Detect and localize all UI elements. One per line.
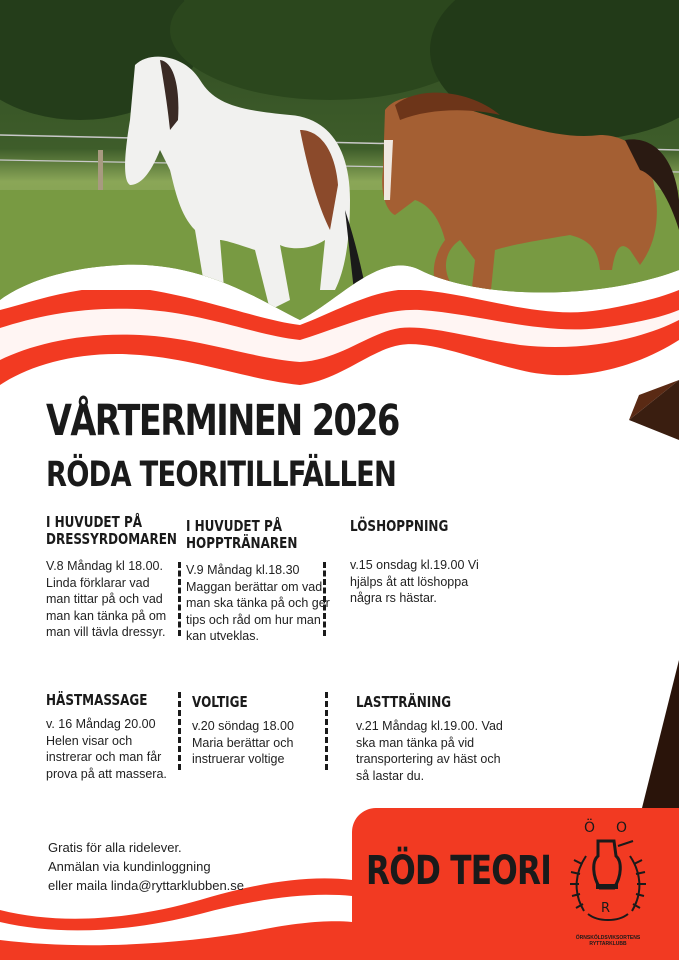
session-hastmassage [46,692,174,782]
red-swoosh-decoration [0,290,679,400]
footer-line-2: Anmälan via kundinloggning [48,859,211,874]
session-voltige [192,694,322,768]
side-decoration [599,360,679,820]
session-heading: LASTTRÄNING [356,693,452,711]
session-text: v.20 söndag 18.00 Maria berättar och instruerar voltige [192,719,294,766]
page-title: VÅRTERMINEN 2026 [46,396,399,446]
page-subtitle: RÖDA TEORITILLFÄLLEN [46,455,397,495]
footer-info [48,838,244,895]
session-text: v.21 Måndag kl.19.00. Vad ska man tänka på vid transportering av häst och så lastar du. [356,719,503,783]
logo-letter-bottom: R [601,901,611,916]
column-divider [325,692,328,770]
logo-letter-left: Ö [584,820,596,836]
logo-caption [558,935,658,947]
session-heading: I HUVUDET PÅ HOPPTRÄNAREN [186,517,298,552]
session-text: V.8 Måndag kl 18.00. Linda förklarar vad man tittar på och vad man kan tänka på om man vill tävla dressyr. [46,559,167,639]
column-divider [323,562,326,636]
logo-letter-right: O [616,820,628,836]
horses-photo [0,0,679,330]
session-heading: LÖSHOPPNING [350,517,449,535]
session-text: V.9 Måndag kl.18.30 Maggan berättar om vad man ska tänka på och ger tips och råd om hur man kan utveklas. [186,563,330,643]
session-heading: HÄSTMASSAGE [46,691,148,709]
column-divider [178,562,181,636]
session-loshoppning [350,518,500,607]
session-text: v. 16 Måndag 20.00 Helen visar och instrerar och man får prova på att massera. [46,717,167,781]
session-heading: VOLTIGE [192,693,248,711]
logo-caption-line-2: RYTTARKLUBB [589,941,627,947]
footer-line-3[interactable]: eller maila linda@ryttarklubben.se [48,878,245,893]
session-text: v.15 onsdag kl.19.00 Vi hjälps åt att löshoppa några rs hästar. [350,558,479,605]
logo-caption-line-1: ÖRNSKÖLDSVIKSORTENS [575,935,641,941]
badge-title: RÖD TEORI [366,848,552,894]
footer-line-1: Gratis för alla ridelever. [48,840,182,855]
session-hopp [186,518,334,645]
session-lasttraning [356,694,512,784]
session-dressyr [46,513,177,641]
column-divider [178,692,181,770]
session-heading: I HUVUDET PÅ DRESSYRDOMAREN [46,513,177,548]
